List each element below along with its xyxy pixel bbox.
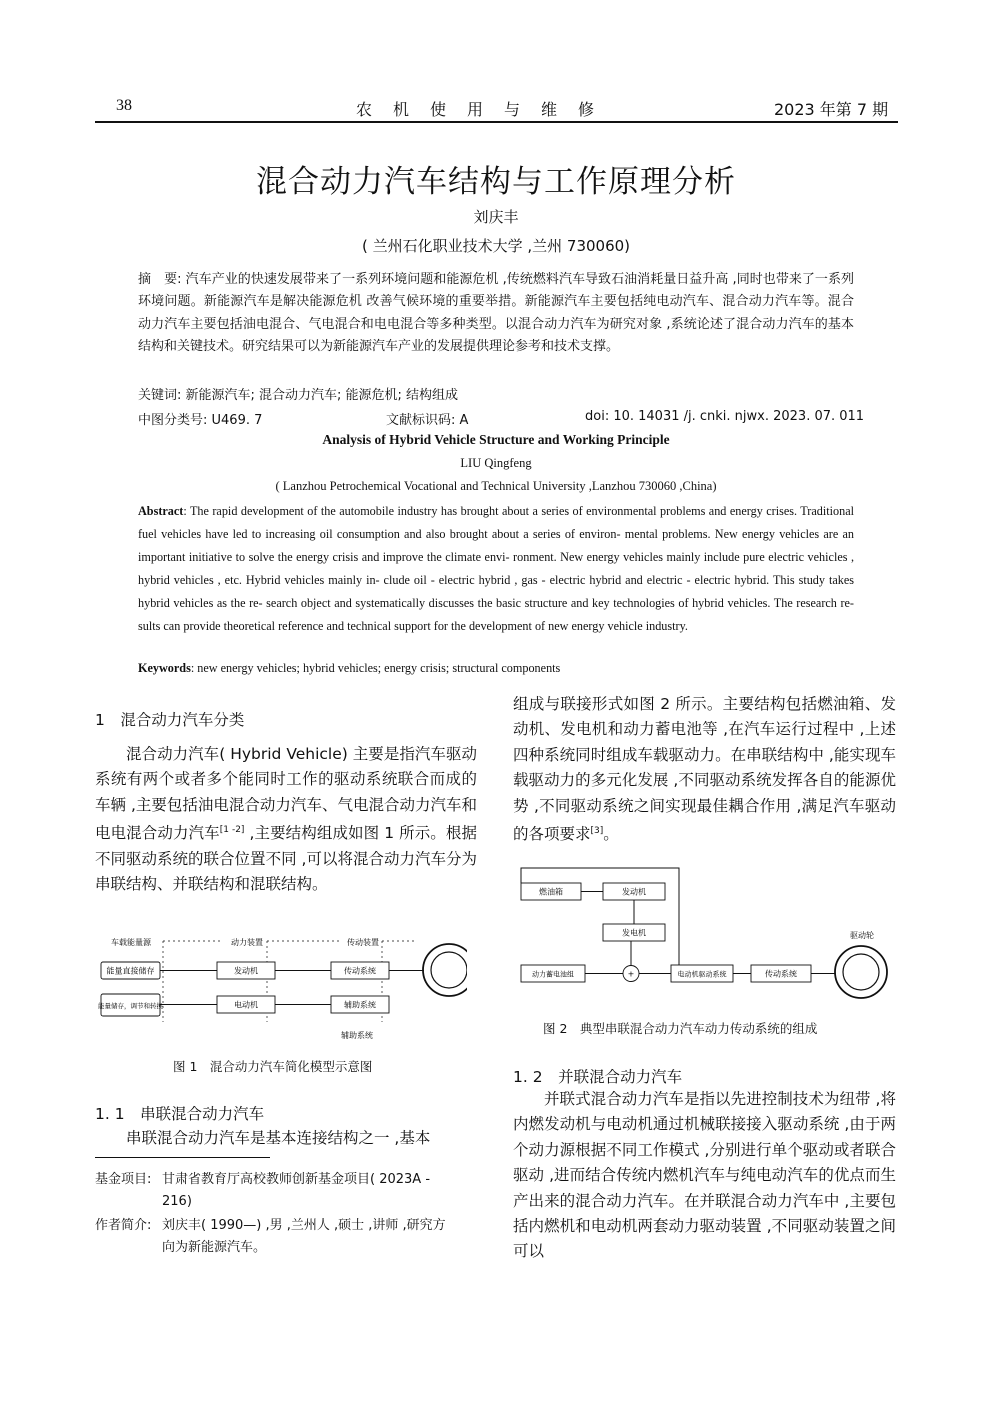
document-code: 文献标识码: A xyxy=(386,413,469,428)
fig1-box-engine-label: 发动机 xyxy=(234,966,258,976)
article-title: 混合动力汽车结构与工作原理分析 xyxy=(256,164,736,200)
english-abstract xyxy=(138,500,854,639)
author-bio-label: 作者简介: xyxy=(95,1218,152,1233)
abstract-cn xyxy=(138,269,854,359)
fig1-box-trans-label: 传动系统 xyxy=(344,966,376,976)
affiliation: ( 兰州石化职业技术大学 ,兰州 730060) xyxy=(361,237,631,255)
english-abstract-label: Abstract xyxy=(138,504,184,518)
fig1-col-power: 动力装置 xyxy=(231,938,263,947)
fig2-box-tank-label: 燃油箱 xyxy=(539,887,563,897)
fig2-box-motor-drive-label: 电动机驱动系统 xyxy=(677,970,727,979)
abstract-cn-label: 摘 要: xyxy=(138,272,186,287)
keywords-cn-label: 关键词: xyxy=(138,388,186,403)
author-bio-text-a: 刘庆丰( 1990—) ,男 ,兰州人 ,硕士 ,讲师 ,研究方 xyxy=(162,1218,446,1233)
fig2-wheel-inner xyxy=(843,954,879,990)
fig2-box-generator-label: 发电机 xyxy=(622,928,646,938)
fig1-box-motor-label: 电动机 xyxy=(234,1000,258,1010)
citation-1-2: [1 -2] xyxy=(219,825,245,836)
citation-3: [3] xyxy=(590,826,604,837)
fund-label: 基金项目: xyxy=(95,1172,152,1187)
fig1-wheel-outer xyxy=(423,944,467,996)
fig2-box-trans-label: 传动系统 xyxy=(765,969,797,979)
section-1-heading: 1 混合动力汽车分类 xyxy=(95,711,245,729)
figure-1-caption: 图 1 混合动力汽车简化模型示意图 xyxy=(173,1059,373,1074)
fig1-box-convert-label: 能量储存，调节和转换 xyxy=(98,1002,163,1010)
fund-text-b: 216) xyxy=(162,1194,192,1209)
section-1-2-heading: 1. 2 并联混合动力汽车 xyxy=(513,1068,683,1086)
fig1-box-aux-label: 辅助系统 xyxy=(344,1000,376,1010)
fig2-wheel-label: 驱动轮 xyxy=(850,931,874,940)
header-rule xyxy=(95,121,898,123)
fig1-aux-caption: 辅助系统 xyxy=(341,1031,373,1040)
keywords-cn-text: 新能源汽车; 混合动力汽车; 能源危机; 结构组成 xyxy=(185,388,459,403)
fig1-col-energy: 车载能量源 xyxy=(111,938,151,947)
issue-label: 2023 年第 7 期 xyxy=(774,100,889,119)
english-keywords-text: : new energy vehicles; hybrid vehicles; energy crisis; structural components xyxy=(190,661,561,675)
abstract-cn-text: 汽车产业的快速发展带来了一系列环境问题和能源危机 ,传统燃料汽车导致石油消耗量日益升高 ,同时也带来了一系列环境问题。新能源汽车是解决能源危机 改善气候环境的重要举措。新能源汽车主要包括纯电动汽车、混合动力汽车等。混合动力汽车主要包括油电混合、气电混合和电电混合等多种类型。以混合动力汽车为研究对象 ,系统论述了混合动力汽车的基本结构和关键技术。研究结果可以为新能源汽车产业的发展提供理论参考和技术支撑。 xyxy=(138,272,855,355)
english-abstract-text: : The rapid development of the automobile industry has brought about a series of environmental problems and energy crises. Traditional fuel vehicles have led to increasing oil consumption and also brought about a series of environ- mental problems. New energy vehicles are an important initiative to solve the energy crisis and improve the climate envi- ronment. New energy vehicles mainly include pure electric vehicles , hybrid vehicles , etc. Hybrid vehicles mainly in- clude oil - electric hybrid , gas - electric hybrid and electric - electric hybrid. This study takes hybrid vehicles as the re- search object and systematically discusses the basic structure and key technologies of hybrid vehicles. The research re- sults can provide theoretical reference and technical support for the development of new energy vehicle industry. xyxy=(138,504,854,634)
section-1-1-continued xyxy=(513,692,896,847)
footnote-fund xyxy=(95,1169,480,1213)
figure-2-caption: 图 2 典型串联混合动力汽车动力传动系统的组成 xyxy=(543,1021,818,1036)
fig2-junction-label: + xyxy=(627,969,635,979)
english-title: Analysis of Hybrid Vehicle Structure and Working Principle xyxy=(322,432,670,447)
right-text-b: 。 xyxy=(603,825,619,844)
english-keywords-label: Keywords xyxy=(138,661,191,675)
author-name: 刘庆丰 xyxy=(473,208,519,226)
section-1-text-b: ,主要结构组成如图 1 所示。根据不同驱动系统的联合位置不同 ,可以将混合动力汽车分为串联结构、并联结构和混联结构。 xyxy=(95,824,477,894)
right-text-a: 组成与联接形式如图 2 所示。主要结构包括燃油箱、发动机、发电机和动力蓄电池等 ,在汽车运行过程中 ,上述四种系统同时组成车载驱动力。在串联结构中 ,能实现车载驱动力的多元化发展 ,不同驱动系统发挥各自的能源优势 ,不同驱动系统之间实现最佳耦合作用 ,满足汽车驱动的各项要求 xyxy=(513,695,896,844)
doi-label: doi: 10. 14031 /j. cnki. njwx. 2023. 07. 011 xyxy=(585,409,865,424)
clc-number: 中图分类号: U469. 7 xyxy=(138,413,263,428)
fund-text-a: 甘肃省教育厅高校教师创新基金项目( 2023A - xyxy=(162,1172,431,1187)
journal-name: 农机使用与维修 xyxy=(356,100,616,119)
footnote-author xyxy=(95,1215,480,1259)
figure-1-diagram xyxy=(97,932,467,1042)
fig2-box-engine-label: 发动机 xyxy=(622,887,646,897)
page-number: 38 xyxy=(116,97,132,114)
fig1-box-storage-label: 能量直接储存 xyxy=(106,966,155,976)
keywords-cn xyxy=(138,385,854,407)
author-bio-text-b: 向为新能源汽车。 xyxy=(162,1240,267,1255)
english-affiliation: ( Lanzhou Petrochemical Vocational and Technical University ,Lanzhou 730060 ,China) xyxy=(275,479,717,493)
english-author: LIU Qingfeng xyxy=(460,456,532,470)
section-1-1-paragraph: 串联混合动力汽车是基本连接结构之一 ,基本 xyxy=(126,1129,431,1147)
english-keywords xyxy=(138,661,560,676)
section-1-2-paragraph: 并联式混合动力汽车是指以先进控制技术为纽带 ,将内燃发动机与电动机通过机械联接接入驱动系统 ,由于两个动力源根据不同工作模式 ,分别进行单个驱动或者联合驱动 ,进而结合传统内燃机汽车与纯电动汽车的优点而生产出来的混合动力汽车。在并联混合动力汽车中 ,主要包括内燃机和电动机两套动力驱动装置 ,不同驱动装置之间可以 xyxy=(513,1090,896,1261)
fig2-box-battery-label: 动力蓄电池组 xyxy=(532,970,574,979)
fig1-col-trans: 传动装置 xyxy=(347,938,379,947)
figure-2-diagram xyxy=(515,860,895,1010)
fig1-wheel-inner xyxy=(431,952,467,988)
section-1-text-a: 混合动力汽车( Hybrid Vehicle) 主要是指汽车驱动系统有两个或者多个能同时工作的驱动系统联合而成的车辆 ,主要包括油电混合动力汽车、气电混合动力汽车和电电混合动力汽车 xyxy=(95,745,477,843)
section-1-1-heading: 1. 1 串联混合动力汽车 xyxy=(95,1105,265,1123)
footnote-rule xyxy=(95,1157,270,1158)
section-1-paragraph xyxy=(95,742,477,897)
